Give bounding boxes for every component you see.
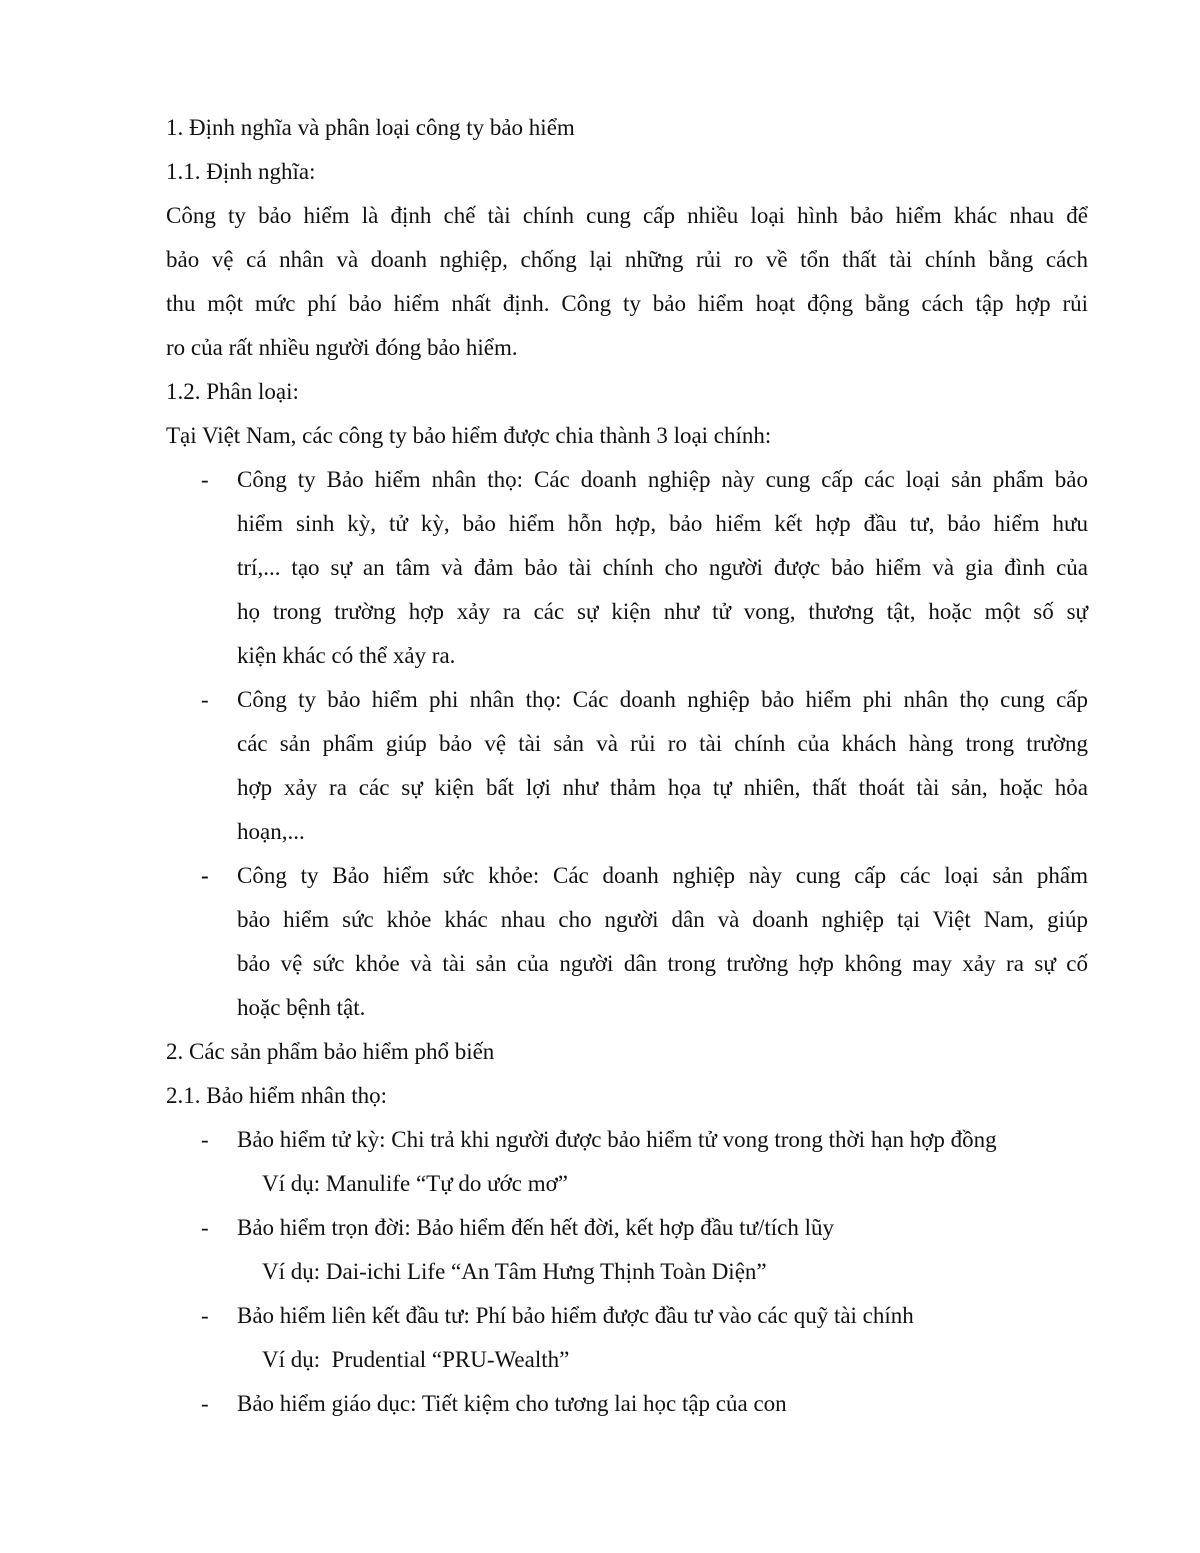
- classification-intro: Tại Việt Nam, các công ty bảo hiểm được chia thành 3 loại chính:: [166, 423, 772, 448]
- list-bullet: -: [201, 863, 209, 888]
- example-line: Ví dụ: Prudential “PRU-Wealth”: [262, 1347, 570, 1372]
- list-item-line: trí,... tạo sự an tâm và đảm bảo tài chính cho người được bảo hiểm và gia đình của: [237, 555, 1088, 580]
- list-item-text: Bảo hiểm giáo dục: Tiết kiệm cho tương lai học tập của con: [237, 1391, 787, 1416]
- list-bullet: -: [201, 687, 209, 712]
- list-item-line: hợp xảy ra các sự kiện bất lợi như thảm họa tự nhiên, thất thoát tài sản, hoặc hỏa: [237, 775, 1088, 800]
- list-bullet: -: [201, 467, 209, 492]
- list-item-line: bảo vệ sức khỏe và tài sản của người dân trong trường hợp không may xảy ra sự cố: [237, 951, 1088, 976]
- section2-heading: 2. Các sản phẩm bảo hiểm phổ biến: [166, 1039, 495, 1064]
- example-line: Ví dụ: Dai-ichi Life “An Tâm Hưng Thịnh Toàn Diện”: [262, 1259, 767, 1284]
- paragraph-line: thu một mức phí bảo hiểm nhất định. Công ty bảo hiểm hoạt động bằng cách tập hợp rủi: [166, 291, 1088, 316]
- list-item-line: hoạn,...: [237, 819, 305, 844]
- example-line: Ví dụ: Manulife “Tự do ước mơ”: [262, 1171, 569, 1196]
- list-bullet: -: [201, 1215, 209, 1240]
- list-item-line: bảo hiểm sức khỏe khác nhau cho người dân và doanh nghiệp tại Việt Nam, giúp: [237, 907, 1088, 932]
- classification-heading: 1.2. Phân loại:: [166, 379, 299, 404]
- paragraph-line: Công ty bảo hiểm là định chế tài chính cung cấp nhiều loại hình bảo hiểm khác nhau để: [166, 203, 1088, 228]
- list-bullet: -: [201, 1303, 209, 1328]
- list-item-line: họ trong trường hợp xảy ra các sự kiện như tử vong, thương tật, hoặc một số sự: [237, 599, 1088, 624]
- list-item-line: Công ty bảo hiểm phi nhân thọ: Các doanh nghiệp bảo hiểm phi nhân thọ cung cấp: [237, 687, 1088, 712]
- paragraph-line: ro của rất nhiều người đóng bảo hiểm.: [166, 335, 518, 360]
- list-item-line: kiện khác có thể xảy ra.: [237, 643, 456, 668]
- list-item-line: các sản phẩm giúp bảo vệ tài sản và rủi ro tài chính của khách hàng trong trường: [237, 731, 1088, 756]
- list-item-line: Công ty Bảo hiểm nhân thọ: Các doanh nghiệp này cung cấp các loại sản phẩm bảo: [237, 467, 1088, 492]
- list-bullet: -: [201, 1391, 209, 1416]
- list-item-text: Bảo hiểm liên kết đầu tư: Phí bảo hiểm được đầu tư vào các quỹ tài chính: [237, 1303, 914, 1328]
- list-item-text: Bảo hiểm trọn đời: Bảo hiểm đến hết đời, kết hợp đầu tư/tích lũy: [237, 1215, 835, 1240]
- definition-heading: 1.1. Định nghĩa:: [166, 159, 316, 184]
- list-item-line: hiểm sinh kỳ, tử kỳ, bảo hiểm hỗn hợp, bảo hiểm kết hợp đầu tư, bảo hiểm hưu: [237, 511, 1088, 536]
- list-bullet: -: [201, 1127, 209, 1152]
- section1-heading: 1. Định nghĩa và phân loại công ty bảo hiểm: [166, 115, 575, 140]
- life-insurance-heading: 2.1. Bảo hiểm nhân thọ:: [166, 1083, 388, 1108]
- list-item-line: Công ty Bảo hiểm sức khỏe: Các doanh nghiệp này cung cấp các loại sản phẩm: [237, 863, 1088, 888]
- list-item-line: hoặc bệnh tật.: [237, 995, 366, 1020]
- paragraph-line: bảo vệ cá nhân và doanh nghiệp, chống lại những rủi ro về tổn thất tài chính bằng cách: [166, 247, 1088, 272]
- list-item-text: Bảo hiểm tử kỳ: Chi trả khi người được bảo hiểm tử vong trong thời hạn hợp đồng: [237, 1127, 997, 1152]
